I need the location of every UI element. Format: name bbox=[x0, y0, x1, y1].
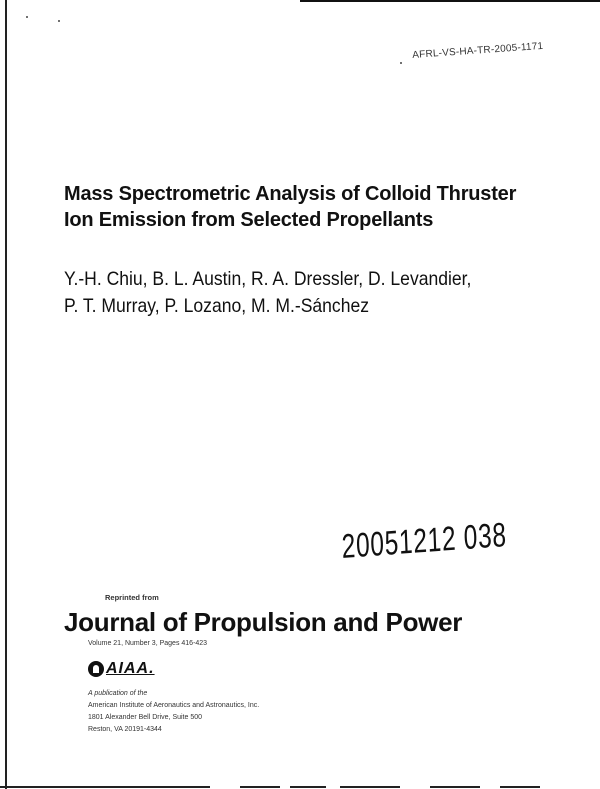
aiaa-logo-icon bbox=[88, 661, 104, 677]
title-line-1: Mass Spectrometric Analysis of Colloid Thruster bbox=[64, 183, 517, 205]
scan-speck bbox=[58, 20, 60, 22]
volume-info: Volume 21, Number 3, Pages 416-423 bbox=[88, 640, 208, 647]
scan-bottom-edge bbox=[240, 786, 280, 788]
authors-line-1: Y.-H. Chiu, B. L. Austin, R. A. Dressler, D. Levandier, bbox=[64, 268, 472, 290]
aiaa-logo-text: AIAA. bbox=[106, 660, 155, 677]
publication-of: A publication of the bbox=[88, 690, 148, 697]
paper-title bbox=[64, 181, 564, 233]
reprinted-label: Reprinted from bbox=[105, 593, 159, 602]
scan-speck bbox=[26, 16, 28, 18]
publisher-street: 1801 Alexander Bell Drive, Suite 500 bbox=[88, 714, 203, 721]
aiaa-logo bbox=[88, 661, 155, 677]
scan-bottom-edge bbox=[290, 786, 326, 788]
scan-bottom-edge bbox=[430, 786, 480, 788]
scan-bottom-edge bbox=[500, 786, 540, 788]
title-line-2: Ion Emission from Selected Propellants bbox=[64, 209, 434, 231]
scan-bottom-edge bbox=[340, 786, 400, 788]
accession-stamp: 20051212 038 bbox=[341, 515, 508, 566]
scan-bottom-edge bbox=[0, 786, 210, 788]
publisher-name: American Institute of Aeronautics and Astronautics, Inc. bbox=[88, 702, 260, 709]
scan-left-edge bbox=[5, 0, 7, 789]
scan-speck bbox=[400, 62, 402, 64]
authors-line-2: P. T. Murray, P. Lozano, M. M.-Sánchez bbox=[64, 295, 370, 317]
scan-top-edge bbox=[300, 0, 600, 2]
journal-name: Journal of Propulsion and Power bbox=[64, 607, 463, 637]
author-list bbox=[64, 266, 532, 320]
publisher-city: Reston, VA 20191-4344 bbox=[88, 726, 162, 733]
report-number: AFRL-VS-HA-TR-2005-1171 bbox=[412, 40, 544, 61]
